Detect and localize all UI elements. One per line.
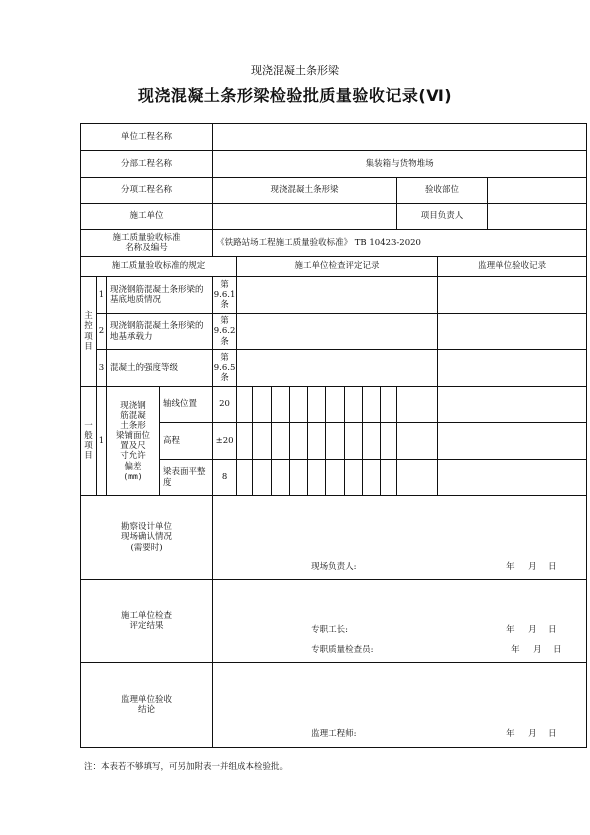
- date-year: 年: [506, 729, 515, 739]
- quality-inspector-label: 专职质量检查员:: [311, 645, 374, 655]
- date-month: 月: [528, 562, 537, 572]
- general-row-value: 20: [213, 387, 237, 423]
- measure-cell[interactable]: [290, 423, 308, 460]
- project-manager-field[interactable]: [488, 204, 587, 230]
- general-row-value: ±20: [213, 423, 237, 460]
- footer-note: 注：本表若不够填写，可另加附表一并组成本检验批。: [84, 762, 289, 772]
- supervision-column-header: 监理单位验收记录: [438, 257, 587, 277]
- general-supervision-field[interactable]: [438, 423, 587, 460]
- main-item-desc: [107, 277, 213, 314]
- standard-label-line-1: 施工质量验收标准: [112, 232, 181, 243]
- unit-project-label: 单位工程名称: [81, 124, 213, 151]
- main-item-desc-line: 地基承载力: [110, 331, 153, 342]
- main-item-number: 2: [97, 314, 107, 350]
- general-items-group-label: [81, 387, 97, 496]
- main-item-desc-line: 现浇钢筋混凝土条形梁的: [110, 284, 204, 295]
- standard-field[interactable]: 《铁路站场工程施工质量验收标准》 TB 10423-2020: [213, 230, 587, 257]
- measure-cell[interactable]: [237, 460, 253, 496]
- inspection-record-table: [80, 123, 587, 748]
- general-row-value: 8: [213, 460, 237, 496]
- general-desc-line: 寸允许: [120, 451, 146, 462]
- survey-label: [81, 496, 213, 580]
- supervision-conclusion-label: [81, 663, 213, 748]
- measure-cell[interactable]: [237, 387, 253, 423]
- construction-signoff-field[interactable]: [213, 580, 587, 663]
- measure-cell[interactable]: [272, 387, 290, 423]
- item-project-field[interactable]: 现浇混凝土条形梁: [213, 178, 397, 204]
- general-desc-line: 现浇钢: [120, 400, 146, 411]
- spec-column-header: 施工质量验收标准的规定: [81, 257, 237, 277]
- form-title: 现浇混凝土条形梁检验批质量验收记录(Ⅵ): [137, 86, 453, 105]
- main-item-check-field[interactable]: [237, 314, 438, 350]
- measure-cell[interactable]: [326, 423, 345, 460]
- standard-label: [81, 230, 213, 257]
- form-subtitle: 现浇混凝土条形梁: [251, 64, 339, 77]
- general-item-number: 1: [97, 387, 107, 496]
- measure-cell[interactable]: [308, 423, 326, 460]
- date-year: 年: [506, 562, 515, 572]
- general-item-desc: [107, 387, 160, 496]
- date-day: 日: [553, 645, 562, 655]
- measure-cell[interactable]: [308, 460, 326, 496]
- measure-cell[interactable]: [397, 460, 438, 496]
- general-group-char-2: 般: [84, 430, 93, 441]
- measure-cell[interactable]: [308, 387, 326, 423]
- main-group-char-1: 主: [84, 311, 93, 322]
- supervision-conclusion-line: 监理单位验收: [121, 694, 173, 705]
- date-day: 日: [548, 729, 557, 739]
- sub-project-label: 分部工程名称: [81, 151, 213, 178]
- construction-check-column-header: 施工单位检查评定记录: [237, 257, 438, 277]
- foreman-label: 专职工长:: [311, 625, 348, 635]
- general-desc-line: (mm): [123, 471, 143, 481]
- measure-cell[interactable]: [290, 460, 308, 496]
- main-item-number: 1: [97, 277, 107, 314]
- survey-label-line: 现场确认情况: [121, 532, 173, 543]
- survey-label-line: 勘察设计单位: [121, 522, 173, 533]
- date-month: 月: [533, 645, 542, 655]
- main-item-clause: 第9.6.5条: [213, 350, 237, 387]
- main-group-char-2: 控: [84, 321, 93, 332]
- construction-result-line: 施工单位检查: [121, 610, 173, 621]
- general-group-char-3: 项: [84, 441, 93, 451]
- measure-cell[interactable]: [363, 387, 381, 423]
- general-row-name: 高程: [160, 423, 213, 460]
- measure-cell[interactable]: [363, 460, 381, 496]
- measure-cell[interactable]: [253, 423, 272, 460]
- measure-cell[interactable]: [381, 460, 397, 496]
- measure-cell[interactable]: [253, 387, 272, 423]
- measure-cell[interactable]: [290, 387, 308, 423]
- construction-unit-label: 施工单位: [81, 204, 213, 230]
- measure-cell[interactable]: [345, 387, 363, 423]
- survey-person-label: 现场负责人:: [311, 562, 357, 572]
- measure-cell[interactable]: [397, 387, 438, 423]
- measure-cell[interactable]: [381, 423, 397, 460]
- general-desc-line: 偏差: [124, 461, 142, 472]
- survey-label-line: (需要时): [130, 542, 163, 553]
- main-group-char-3: 项: [84, 331, 93, 342]
- date-year: 年: [506, 625, 515, 635]
- general-row-name: 轴线位置: [160, 387, 213, 423]
- general-desc-line: 梁铺面位: [115, 431, 150, 442]
- main-item-supervision-field[interactable]: [438, 350, 587, 387]
- general-group-char-1: 一: [84, 420, 93, 431]
- main-item-clause: 第9.6.1条: [213, 277, 237, 314]
- main-item-supervision-field[interactable]: [438, 277, 587, 314]
- main-item-supervision-field[interactable]: [438, 314, 587, 350]
- standard-label-line-2: 名称及编号: [125, 243, 168, 253]
- main-group-char-4: 目: [84, 341, 93, 352]
- measure-cell[interactable]: [272, 460, 290, 496]
- measure-cell[interactable]: [253, 460, 272, 496]
- supervision-signoff-field[interactable]: [213, 663, 587, 748]
- date-day: 日: [548, 625, 557, 635]
- date-year: 年: [511, 645, 520, 655]
- supervision-conclusion-line: 结论: [138, 705, 156, 715]
- main-item-clause: 第9.6.2条: [213, 314, 237, 350]
- main-item-desc-line: 现浇钢筋混凝土条形梁的: [110, 321, 204, 332]
- main-item-desc: 混凝土的强度等级: [107, 350, 213, 387]
- date-day: 日: [548, 562, 557, 572]
- date-month: 月: [528, 729, 537, 739]
- measure-cell[interactable]: [345, 460, 363, 496]
- general-desc-line: 置及尺: [120, 441, 146, 452]
- main-item-desc: [107, 314, 213, 350]
- measure-cell[interactable]: [272, 423, 290, 460]
- measure-cell[interactable]: [381, 387, 397, 423]
- main-items-group-label: [81, 277, 97, 387]
- unit-project-field[interactable]: [213, 124, 587, 151]
- measure-cell[interactable]: [363, 423, 381, 460]
- main-item-desc-line: 基底地质情况: [110, 295, 162, 305]
- general-desc-line: 筋混凝: [120, 410, 146, 421]
- item-project-label: 分项工程名称: [81, 178, 213, 204]
- measure-cell[interactable]: [326, 387, 345, 423]
- main-item-number: 3: [97, 350, 107, 387]
- measure-cell[interactable]: [237, 423, 253, 460]
- date-month: 月: [528, 625, 537, 635]
- project-manager-label: 项目负责人: [397, 204, 488, 230]
- inspection-part-label: 验收部位: [397, 178, 488, 204]
- main-item-check-field[interactable]: [237, 277, 438, 314]
- inspection-part-field[interactable]: [488, 178, 587, 204]
- measure-cell[interactable]: [345, 423, 363, 460]
- construction-result-label: [81, 580, 213, 663]
- sub-project-field[interactable]: 集装箱与货物堆场: [213, 151, 587, 178]
- general-supervision-field[interactable]: [438, 387, 587, 423]
- general-group-char-4: 目: [84, 451, 93, 462]
- measure-cell[interactable]: [397, 423, 438, 460]
- supervision-engineer-label: 监理工程师:: [311, 729, 357, 739]
- construction-result-line: 评定结果: [129, 621, 164, 631]
- general-supervision-field[interactable]: [438, 460, 587, 496]
- measure-cell[interactable]: [326, 460, 345, 496]
- general-desc-line: 土条形: [120, 420, 146, 431]
- main-item-check-field[interactable]: [237, 350, 438, 387]
- general-row-name: 梁表面平整度: [160, 460, 213, 496]
- construction-unit-field[interactable]: [213, 204, 397, 230]
- survey-signoff-field[interactable]: [213, 496, 587, 580]
